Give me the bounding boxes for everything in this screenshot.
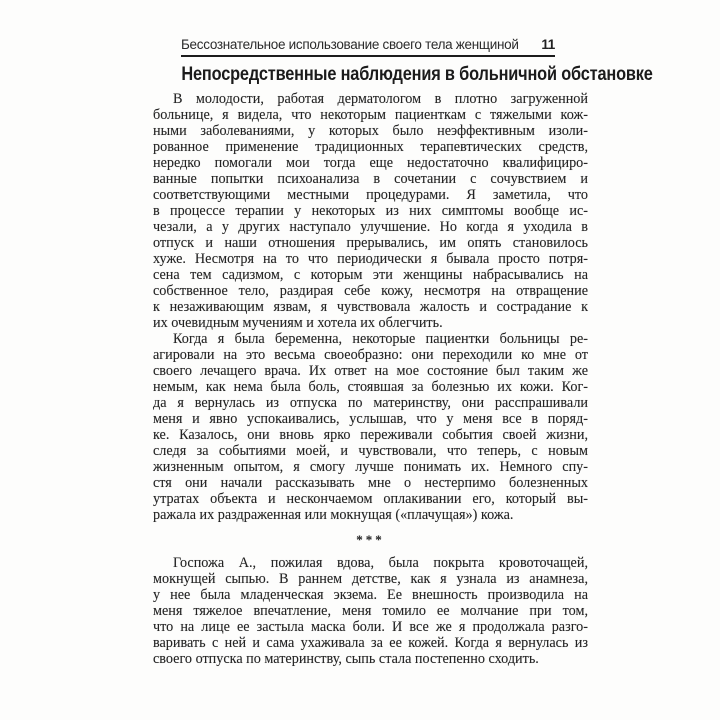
text-line: хуже. Несмотря на то что периодически я бывала просто потря- [153, 251, 588, 267]
text-line: ражала их раздраженная или мокнущая («плачущая») кожа. [153, 507, 514, 523]
paragraph [153, 91, 588, 331]
text-line: В молодости, работая дерматологом в плотно загруженной [173, 91, 588, 107]
text-line: их очевидным мучениям и хотела их облегчить. [153, 315, 443, 331]
text-line: рованное применение традиционных терапевтических средств, [153, 139, 588, 155]
text-line: жизненным опытом, я смогу лучше понимать их. Немного спу- [153, 459, 588, 475]
text-line: собственное тело, раздирая себе кожу, несмотря на отвращение [153, 283, 588, 299]
paragraph [153, 331, 588, 523]
text-line: к незаживающим язвам, я чувствовала жалость и сострадание к [153, 299, 588, 315]
paragraph [153, 555, 588, 667]
text-line: больнице, я видела, что некоторым пациенткам с тяжелыми кож- [153, 107, 588, 123]
text-line: соответствующими местными процедурами. Я заметила, что [153, 187, 588, 203]
text-line: чезали, а у других наступало улучшение. Но когда я уходила в [153, 219, 588, 235]
section-title [143, 64, 653, 86]
text-line: у нее была младенческая экзема. Ее внешность производила на [153, 587, 588, 603]
text-line: в процессе терапии у некоторых из них симптомы вообще ис- [153, 203, 588, 219]
body-text [153, 91, 588, 667]
text-line: своего лечащего врача. Их ответ на мое состояние был таким же [153, 363, 588, 379]
text-line: что на лице ее застыла маска боли. И все же я продолжала разго- [153, 619, 588, 635]
section-separator: *** [356, 532, 385, 547]
text-line: да я вернулась из отпуска по материнству, они расспрашивали [153, 395, 588, 411]
text-line: нередко помогали мои тогда еще недостаточно квалифициро- [153, 155, 588, 171]
text-line: ванные попытки психоанализа в сочетании с сочувствием и [153, 171, 588, 187]
text-line: своего отпуска по материнству, сыпь стала постепенно сходить. [153, 651, 539, 667]
text-line: ке. Казалось, они вновь ярко переживали события своей жизни, [153, 427, 588, 443]
running-header [181, 37, 555, 57]
text-line: стя они начали рассказывать мне о нестерпимо болезненных [153, 475, 588, 491]
text-line: варивать с ней и сама ухаживала за ее кожей. Когда я вернулась из [153, 635, 588, 651]
text-line: ными заболеваниями, у которых было неэффективным изоли- [153, 123, 588, 139]
text-line: сена тем садизмом, с которым эти женщины набрасывались на [153, 267, 588, 283]
section-title-text: Непосредственные наблюдения в больничной обстановке [181, 64, 653, 85]
page-number: 11 [541, 37, 555, 52]
text-line: утратах объекта и нескончаемом оплакивании его, который вы- [153, 491, 588, 507]
text-line: мокнущей сыпью. В раннем детстве, как я узнала из анамнеза, [153, 571, 588, 587]
text-line: следя за событиями моей, и чувствовали, что теперь, с новым [153, 443, 588, 459]
text-line: агировали на это весьма своеобразно: они переходили ко мне от [153, 347, 588, 363]
text-line: меня тяжелое впечатление, меня томило ее молчание при том, [153, 603, 588, 619]
text-line: Госпожа А., пожилая вдова, была покрыта кровоточащей, [173, 555, 588, 571]
text-line: Когда я была беременна, некоторые пациентки больницы ре- [173, 331, 588, 347]
running-header-title: Бессознательное использование своего тела женщиной [181, 37, 519, 52]
text-line: меня и явно успокаивались, услышав, что у меня все в поряд- [153, 411, 588, 427]
text-line: немым, как нема была боль, стоявшая за болезнью их кожи. Ког- [153, 379, 588, 395]
text-line: отпуск и наши отношения прерывались, им опять становилось [153, 235, 588, 251]
